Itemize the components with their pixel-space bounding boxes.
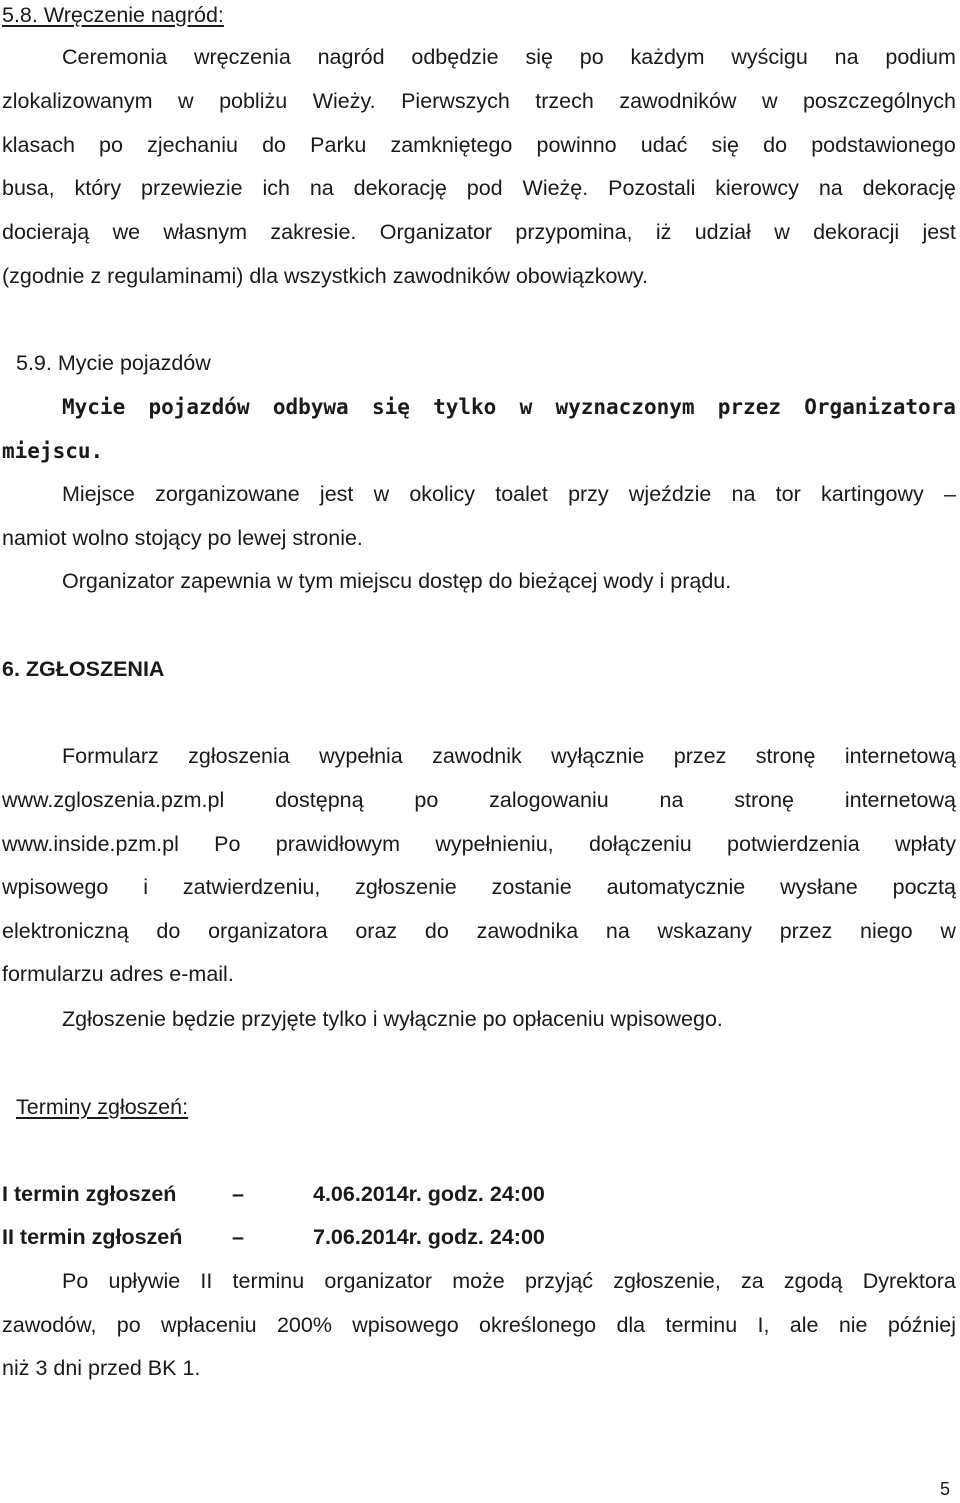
- word: wyłącznie: [551, 744, 645, 768]
- word: po: [99, 133, 123, 157]
- paragraph-line: (zgodnie z regulaminami) dla wszystkich zawodników obowiązkowy.: [2, 264, 649, 288]
- word: toalet: [495, 482, 548, 506]
- word: po: [579, 45, 604, 69]
- word: organizatora: [208, 919, 328, 943]
- word: zamkniętego: [390, 133, 513, 157]
- word: zgłoszenie,: [613, 1269, 721, 1293]
- word: wpłaceniu: [161, 1313, 257, 1337]
- paragraph-line: Organizator zapewnia w tym miejscu dostęp do bieżącej wody i prądu.: [62, 569, 732, 593]
- paragraph-line: formularzu adres e-mail.: [2, 962, 234, 986]
- word: odbywa: [272, 395, 349, 419]
- paragraph-line: namiot wolno stojący po lewej stronie.: [2, 526, 363, 550]
- word: zostanie: [491, 875, 572, 899]
- word: się: [525, 45, 553, 69]
- paragraph-line: [2, 872, 956, 902]
- word: internetową: [844, 744, 956, 768]
- word: automatycznie: [606, 875, 746, 899]
- word: wpłaty: [895, 832, 956, 856]
- word: dla: [616, 1313, 646, 1337]
- bold-paragraph-line: [62, 392, 956, 422]
- word: może: [452, 1269, 505, 1293]
- word: www.inside.pzm.pl: [2, 832, 179, 856]
- word: organizator: [324, 1269, 432, 1293]
- word: poszczególnych: [802, 89, 956, 113]
- word: udać: [640, 133, 688, 157]
- word: zawodnika: [476, 919, 579, 943]
- word: po: [414, 788, 439, 812]
- section-heading-5-8: 5.8. Wręczenie nagród:: [2, 3, 224, 27]
- terms-heading: Terminy zgłoszeń:: [16, 1095, 189, 1119]
- word: terminu: [232, 1269, 305, 1293]
- word: Po: [214, 832, 241, 856]
- word: dekorację: [862, 176, 956, 200]
- word: w: [519, 395, 533, 419]
- word: potwierdzenia: [727, 832, 860, 856]
- word: pobliżu: [219, 89, 288, 113]
- word: 200%: [276, 1313, 332, 1337]
- word: wręczenia: [193, 45, 291, 69]
- word: ich: [262, 176, 290, 200]
- word: własnym: [163, 220, 248, 244]
- word: się: [711, 133, 739, 157]
- word: klasach: [2, 133, 75, 157]
- word: zalogowaniu: [489, 788, 609, 812]
- word: na: [818, 176, 843, 200]
- word: pojazdów: [148, 395, 250, 419]
- word: Ceremonia: [62, 45, 168, 69]
- word: docierają: [2, 220, 90, 244]
- paragraph-line: niż 3 dni przed BK 1.: [2, 1356, 201, 1380]
- word: zjechaniu: [147, 133, 238, 157]
- word: na: [659, 788, 684, 812]
- word: www.zgloszenia.pzm.pl: [2, 788, 225, 812]
- word: w: [178, 89, 194, 113]
- word: Wieży.: [312, 89, 376, 113]
- word: prawidłowym: [275, 832, 401, 856]
- word: przypomina,: [515, 220, 633, 244]
- word: wpisowego: [2, 875, 109, 899]
- word: tylko: [433, 395, 497, 419]
- word: niego: [860, 919, 913, 943]
- page-number: 5: [940, 1479, 951, 1499]
- term-2-label: II termin zgłoszeń: [2, 1225, 183, 1249]
- word: we: [112, 220, 141, 244]
- word: na: [309, 176, 334, 200]
- word: okolicy: [409, 482, 476, 506]
- word: Mycie: [62, 395, 126, 419]
- word: zgodą: [783, 1269, 843, 1293]
- word: Pozostali: [608, 176, 696, 200]
- term-1-dash: –: [232, 1182, 244, 1206]
- word: kartingowy: [820, 482, 924, 506]
- word: dekorację: [353, 176, 447, 200]
- word: podium: [885, 45, 956, 69]
- word: w: [940, 919, 956, 943]
- paragraph-line: [2, 217, 956, 247]
- paragraph-line: [2, 86, 956, 116]
- word: zawodów,: [2, 1313, 97, 1337]
- word: i: [143, 875, 149, 899]
- word: wskazany: [657, 919, 752, 943]
- word: upływie: [108, 1269, 181, 1293]
- word: do: [424, 919, 449, 943]
- acceptance-note: Zgłoszenie będzie przyjęte tylko i wyłącznie po opłaceniu wpisowego.: [62, 1007, 723, 1031]
- word: zatwierdzeniu,: [182, 875, 321, 899]
- word: do: [156, 919, 181, 943]
- word: powinno: [536, 133, 617, 157]
- section-heading-5-9: 5.9. Mycie pojazdów: [16, 351, 211, 375]
- term-1-label: I termin zgłoszeń: [2, 1182, 177, 1206]
- word: zgłoszenia: [188, 744, 290, 768]
- word: na: [731, 482, 756, 506]
- word: określonego: [478, 1313, 597, 1337]
- word: Parku: [310, 133, 367, 157]
- word: wypełnia: [319, 744, 403, 768]
- word: zawodnik: [432, 744, 522, 768]
- word: jest: [922, 220, 956, 244]
- word: dekoracji: [813, 220, 900, 244]
- word: pocztą: [892, 875, 956, 899]
- word: stronę: [755, 744, 816, 768]
- word: dołączeniu: [588, 832, 692, 856]
- paragraph-line: [62, 741, 956, 771]
- word: Formularz: [62, 744, 159, 768]
- word: wysłane: [780, 875, 858, 899]
- word: pod: [466, 176, 503, 200]
- word: na: [834, 45, 859, 69]
- word: II: [200, 1269, 213, 1293]
- word: później: [887, 1313, 956, 1337]
- word: zgłoszenie: [355, 875, 457, 899]
- word: za: [741, 1269, 764, 1293]
- word: dostępną: [275, 788, 364, 812]
- word: stronę: [734, 788, 795, 812]
- word: Wieżę.: [522, 176, 589, 200]
- word: wypełnieniu,: [435, 832, 554, 856]
- word: Organizatora: [804, 395, 956, 419]
- word: przez: [673, 744, 727, 768]
- word: po: [116, 1313, 141, 1337]
- paragraph-line: [62, 42, 956, 72]
- word: wpisowego: [352, 1313, 459, 1337]
- word: wyścigu: [731, 45, 808, 69]
- word: Dyrektora: [862, 1269, 956, 1293]
- paragraph-line: [62, 479, 956, 509]
- paragraph-line: [2, 829, 956, 859]
- word: –: [943, 482, 956, 506]
- paragraph-line: [2, 130, 956, 160]
- word: przez: [779, 919, 833, 943]
- term-1-date: 4.06.2014r. godz. 24:00: [313, 1182, 545, 1206]
- word: zorganizowane: [155, 482, 300, 506]
- word: Miejsce: [62, 482, 135, 506]
- word: I,: [757, 1313, 770, 1337]
- word: busa,: [2, 176, 55, 200]
- word: elektroniczną: [2, 919, 129, 943]
- word: w: [761, 89, 778, 113]
- word: wyznaczonym: [555, 395, 695, 419]
- word: iż: [655, 220, 672, 244]
- word: Po: [62, 1269, 89, 1293]
- word: nie: [838, 1313, 868, 1337]
- word: zlokalizowanym: [2, 89, 153, 113]
- word: kierowcy: [715, 176, 799, 200]
- word: udział: [694, 220, 751, 244]
- word: który: [74, 176, 122, 200]
- paragraph-line: [2, 1310, 956, 1340]
- word: odbędzie: [411, 45, 499, 69]
- word: Organizator: [379, 220, 493, 244]
- word: przez: [717, 395, 781, 419]
- word: w: [774, 220, 790, 244]
- word: internetową: [844, 788, 956, 812]
- section-heading-6: 6. ZGŁOSZENIA: [2, 657, 165, 681]
- bold-paragraph-line: miejscu.: [2, 439, 104, 463]
- word: Pierwszych: [401, 89, 510, 113]
- paragraph-line: [62, 1266, 956, 1296]
- word: tor: [775, 482, 801, 506]
- word: ale: [789, 1313, 819, 1337]
- word: każdym: [630, 45, 705, 69]
- word: podstawionego: [811, 133, 956, 157]
- word: oraz: [355, 919, 398, 943]
- word: zawodników: [619, 89, 737, 113]
- paragraph-line: [2, 785, 956, 815]
- word: w: [373, 482, 390, 506]
- word: zakresie.: [270, 220, 357, 244]
- word: się: [371, 395, 410, 419]
- word: na: [605, 919, 630, 943]
- word: do: [262, 133, 287, 157]
- term-2-dash: –: [232, 1225, 244, 1249]
- word: przewiezie: [140, 176, 243, 200]
- word: terminu: [665, 1313, 738, 1337]
- word: nagród: [317, 45, 385, 69]
- word: trzech: [535, 89, 594, 113]
- term-2-date: 7.06.2014r. godz. 24:00: [313, 1225, 545, 1249]
- word: jest: [319, 482, 354, 506]
- word: do: [763, 133, 788, 157]
- paragraph-line: [2, 916, 956, 946]
- word: przy: [568, 482, 609, 506]
- word: przyjąć: [524, 1269, 594, 1293]
- word: wjeździe: [628, 482, 712, 506]
- paragraph-line: [2, 173, 956, 203]
